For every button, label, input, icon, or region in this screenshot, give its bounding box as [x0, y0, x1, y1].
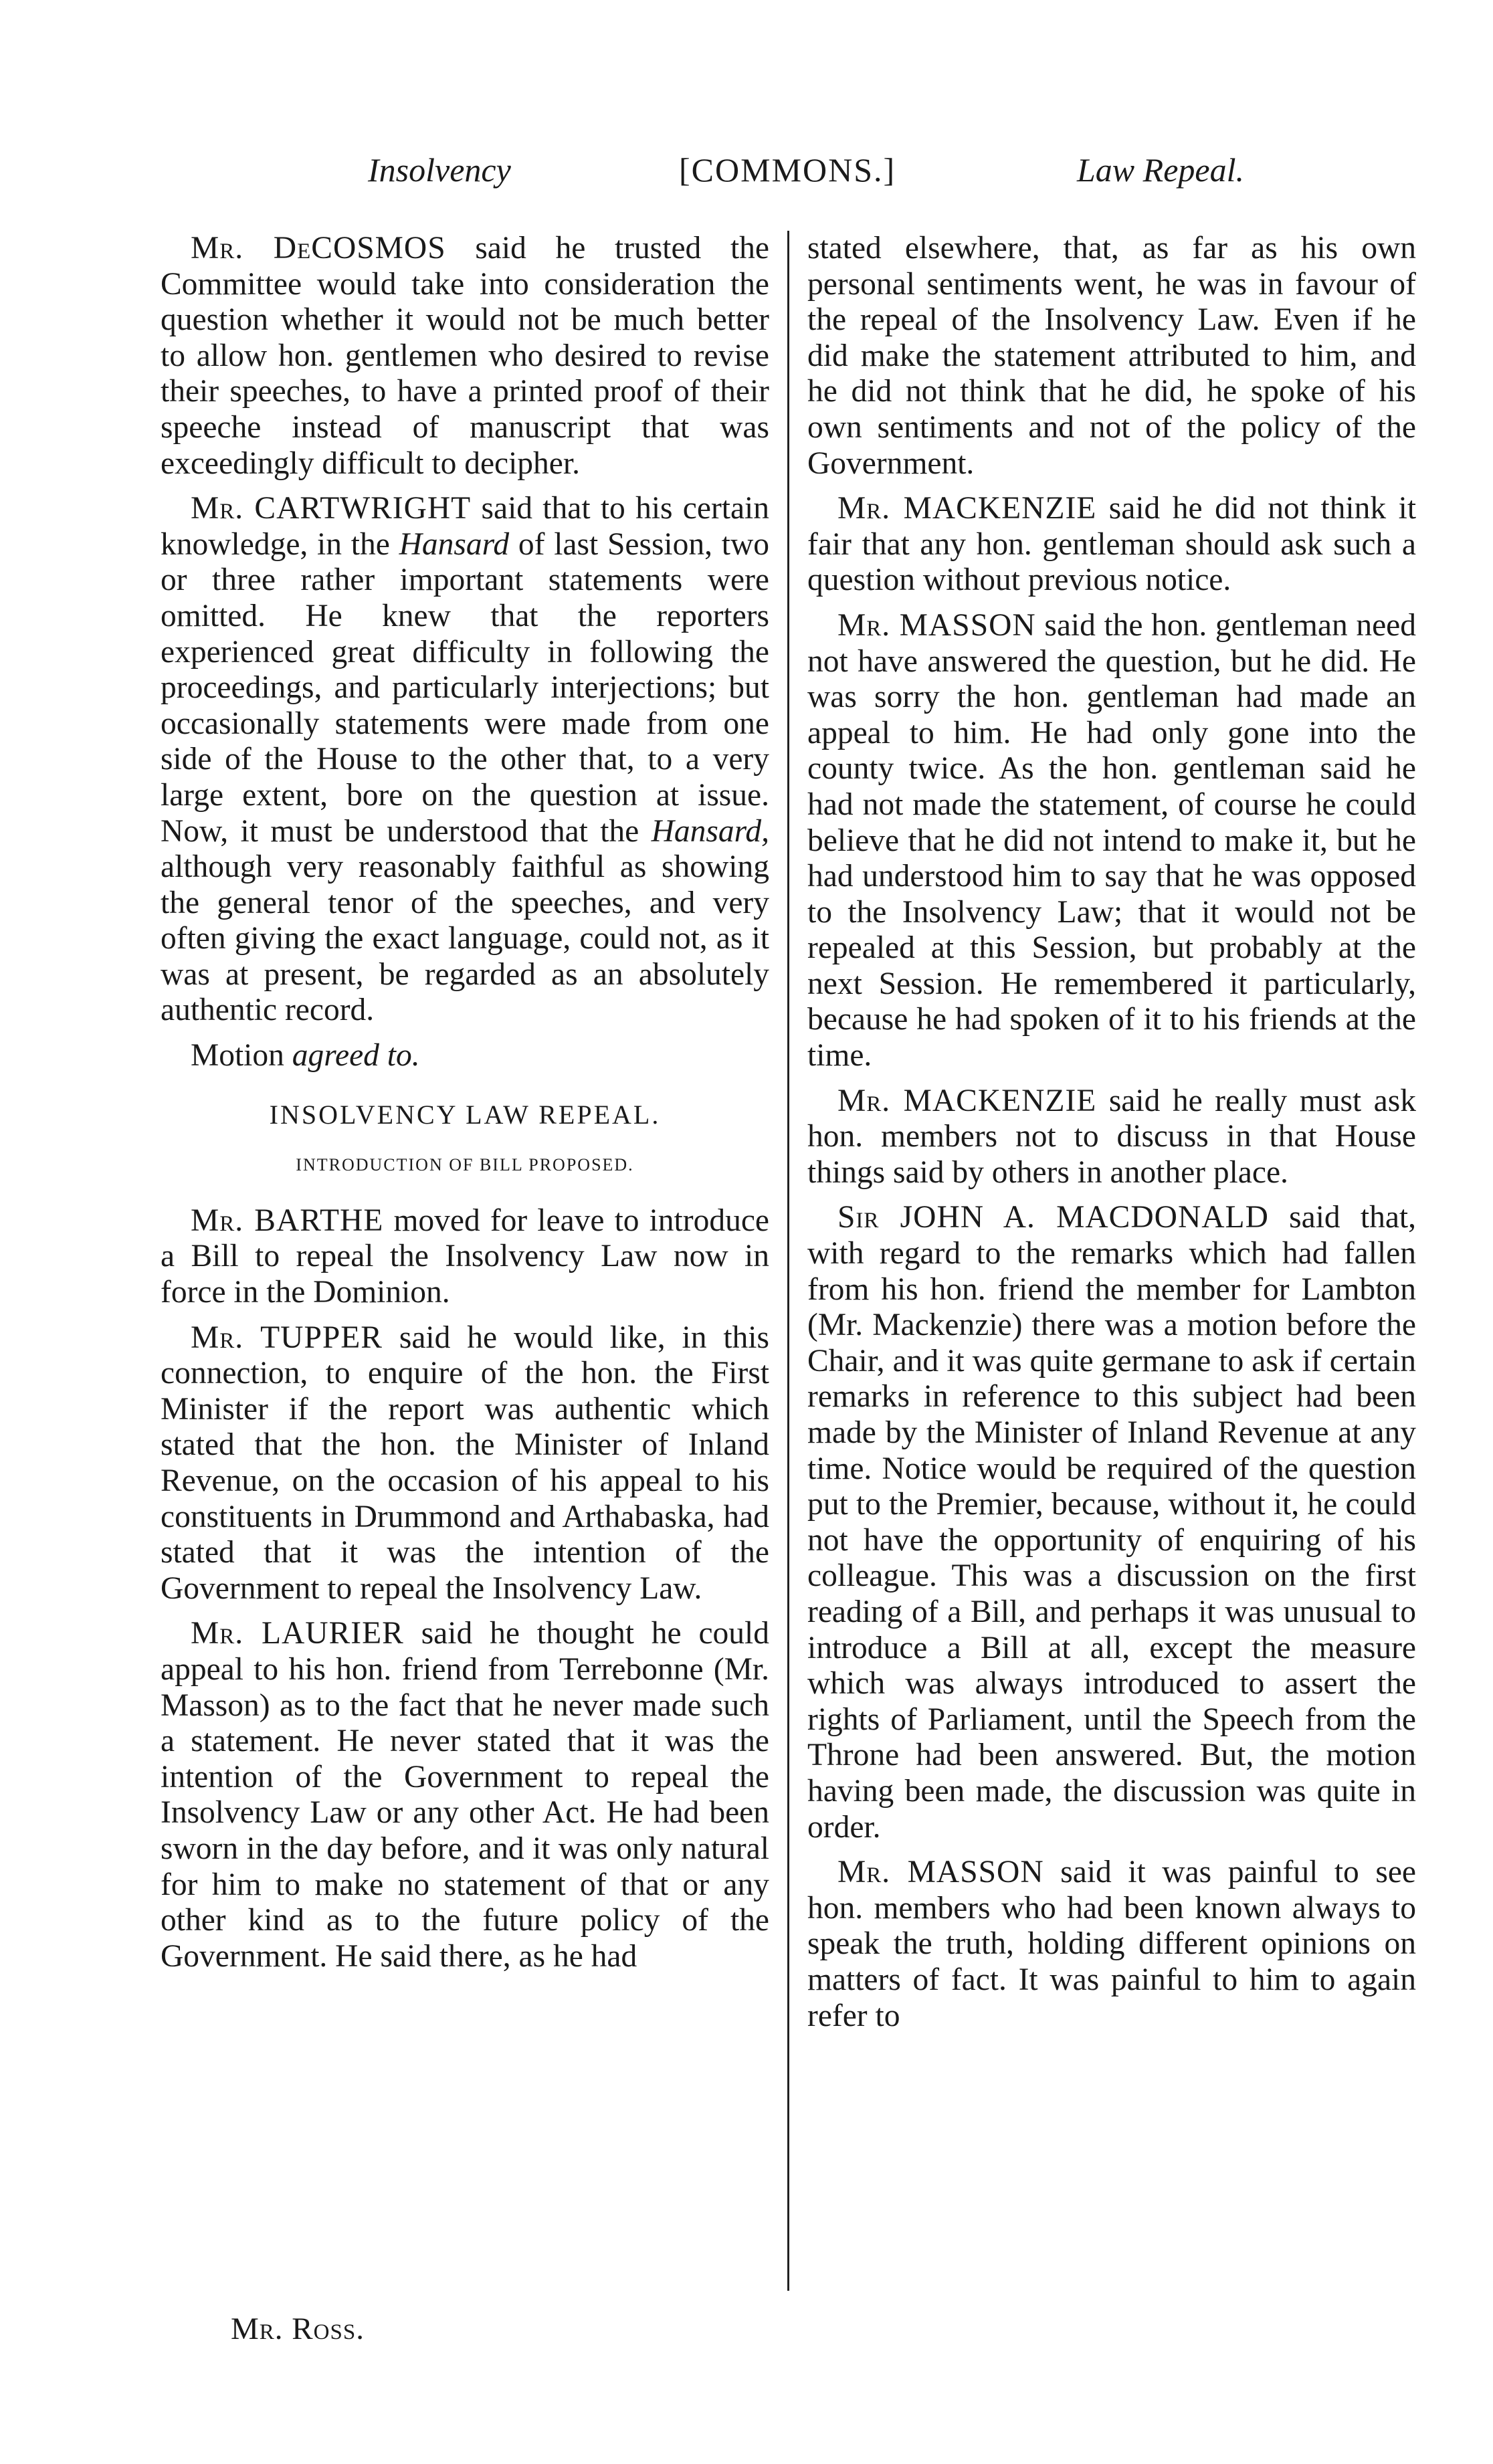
speech-text: said it was painful to see hon. members who had been known always to speak the truth, holding different opinions on matters of fact. It was painful to him to again refer to — [807, 1855, 1416, 2033]
paragraph-laurier — [161, 1616, 769, 1974]
speech-text: although very reasonably faithful as showing the general tenor of the speeches, and very often giving the exact language, could not, as it was at present, be regarded as an absolutely authentic record. — [161, 849, 769, 1028]
speaker-name: Mr. TUPPER — [191, 1320, 383, 1355]
section-subheading: INTRODUCTION OF BILL PROPOSED. — [296, 1155, 634, 1175]
speech-text: said he trusted the Committee would take into consideration the question whether it would not be much better to allow hon. gentlemen who desired to revise their speeches, to have a printed proof of their speeche instead of manuscript that was exceedingly difficult to decipher. — [161, 231, 769, 481]
hansard-italic: Hansard, — [651, 813, 769, 849]
speaker-name: Mr. CARTWRIGHT — [191, 491, 472, 526]
header-center: [COMMONS.] — [679, 151, 896, 189]
paragraph-mackenzie — [807, 491, 1416, 599]
motion-line — [161, 1038, 769, 1074]
paragraph-decosmos — [161, 231, 769, 482]
speech-text: said he did not think it fair that any hon. gentleman should ask such a question without previous notice. — [807, 491, 1417, 598]
section-heading: INSOLVENCY LAW REPEAL. — [269, 1099, 661, 1130]
hansard-italic: Hansard — [399, 526, 510, 562]
speech-text: of last Session, two or three rather important statements were omitted. He knew that the reporters experienced great difficulty in following the proceedings, and particularly interjections; but occasionally statements were made from one side of the House to the other that, to a very large extent, bore on the question at issue. Now, it must be understood that the — [161, 526, 770, 849]
paragraph-masson-2 — [807, 1855, 1416, 2034]
speech-text: said he would like, in this connection, to enquire of the hon. the First Minister if the report was authentic which stated that the hon. the Minister of Inland Revenue, on the occasion of his appeal to his constituents in Drummond and Arthabaska, had stated that it was the intention of the Government to repeal the Insolvency Law. — [161, 1320, 769, 1606]
motion-label: Motion — [191, 1038, 284, 1073]
speaker-name: Mr. MASSON — [837, 607, 1036, 643]
header-right: Law Repeal. — [1077, 151, 1244, 189]
speaker-name: Mr. BARTHE — [191, 1203, 384, 1238]
paragraph-laurier-continued: stated elsewhere, that, as far as his own personal sentiments went, he was in favour of the repeal of the Insolvency Law. Even if he did make the statement attributed to him, and he did not think that he did, he spoke of his own sentiments and not of the policy of the Government. — [807, 231, 1416, 481]
paragraph-cartwright — [161, 491, 769, 1029]
speech-text: said he thought he could appeal to his hon. friend from Terrebonne (Mr. Masson) as to the fact that he never made such a statement. He never stated that it was the intention of the Government to repeal the Insolvency Law or any other Act. He had been sworn in the day before, and it was only natural for him to make no statement of that or any other kind as to the future policy of the Government. He said there, as he had — [161, 1616, 770, 1974]
speaker-name: Mr. MASSON — [837, 1855, 1044, 1890]
column-divider — [787, 231, 789, 2291]
paragraph-tupper — [161, 1320, 769, 1607]
paragraph-macdonald — [807, 1200, 1416, 1845]
speech-text: said that, with regard to the remarks which had fallen from his hon. friend the member for Lambton (Mr. Mackenzie) there was a motion before the Chair, and it was quite germane to ask if certain remarks in reference to this subject had been made by the Minister of Inland Revenue at any time. Notice would be required of the question put to the Premier, because, without it, he could not have the opportunity of enquiring of his colleague. This was a discussion on the first reading of a Bill, and perhaps it was unusual to introduce a Bill at all, except the measure which was always introduced to assert the rights of Parliament, until the Speech from the Throne had been answered. But, the motion having been made, the discussion was quite in order. — [807, 1200, 1416, 1845]
speaker-name: Sir JOHN A. MACDONALD — [837, 1200, 1269, 1235]
speech-text: moved for leave to introduce a Bill to repeal the Insolvency Law now in force in the Dominion. — [161, 1203, 769, 1310]
paragraph-mackenzie-2 — [807, 1084, 1416, 1191]
right-column — [807, 231, 1416, 2043]
paragraph-barthe — [161, 1203, 769, 1311]
speaker-name: Mr. MACKENZIE — [837, 491, 1097, 526]
speech-text: said he really must ask hon. members not to discuss in that House things said by others in another place. — [807, 1083, 1416, 1190]
speech-text: said that to his certain knowledge, in the — [161, 491, 769, 562]
motion-result: agreed to. — [292, 1038, 420, 1073]
speech-text: said the hon. gentleman need not have answered the question, but he did. He was sorry the hon. gentleman had made an appeal to him. He had only gone into the county twice. As the hon. gentleman said he had not made the statement, of course he could believe that he did not intend to make it, but he had understood him to say that he was opposed to the Insolvency Law; that it would not be repealed at this Session, but probably at the next Session. He remembered it particularly, because he had spoken of it to his friends at the time. — [807, 607, 1416, 1073]
paragraph-masson — [807, 608, 1416, 1074]
running-head — [161, 150, 1264, 204]
header-left: Insolvency — [368, 151, 511, 189]
catchword: Mr. Ross. — [231, 2312, 365, 2346]
speaker-name: Mr. DeCOSMOS — [191, 231, 446, 266]
speaker-name: Mr. MACKENZIE — [837, 1083, 1097, 1118]
speaker-name: Mr. LAURIER — [191, 1616, 404, 1651]
left-column — [161, 231, 769, 1984]
